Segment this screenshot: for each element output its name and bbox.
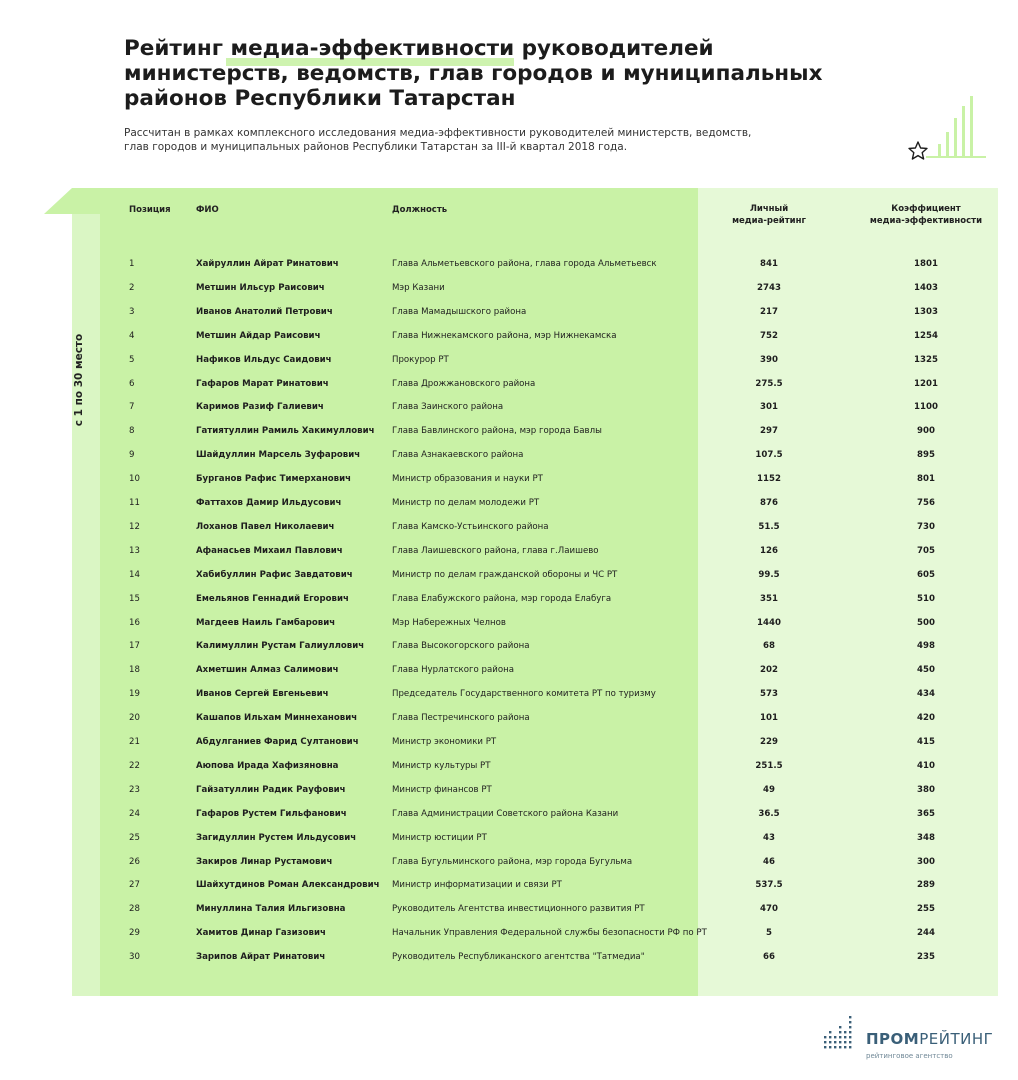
cell-name: Лоханов Павел Николаевич bbox=[196, 521, 335, 532]
table-row bbox=[0, 401, 1018, 425]
cell-rating: 43 bbox=[763, 832, 775, 843]
logo-tagline: рейтинговое агентство bbox=[866, 1052, 953, 1060]
table-row bbox=[0, 856, 1018, 880]
table-row bbox=[0, 879, 1018, 903]
cell-role: Министр юстиции РТ bbox=[392, 832, 487, 843]
cell-rating: 217 bbox=[760, 306, 778, 317]
cell-coef: 415 bbox=[917, 737, 935, 747]
cell-rating: 876 bbox=[760, 498, 778, 508]
cell-rating: 351 bbox=[760, 593, 778, 604]
logo-bars-icon bbox=[822, 1014, 858, 1050]
cell-role: Глава Пестречинского района bbox=[392, 713, 530, 724]
cell-rating: 46 bbox=[763, 856, 775, 867]
cell-role: Министр культуры РТ bbox=[392, 760, 491, 771]
cell-name: Хайруллин Айрат Ринатович bbox=[196, 259, 339, 269]
cell-position: 18 bbox=[129, 665, 140, 676]
cell-position: 20 bbox=[129, 713, 140, 724]
cell-coef: 235 bbox=[917, 952, 935, 963]
cell-position: 23 bbox=[129, 784, 140, 795]
cell-name: Иванов Сергей Евгеньевич bbox=[196, 689, 329, 700]
cell-position: 25 bbox=[129, 832, 140, 843]
logo-brand-light: РЕЙТИНГ bbox=[919, 1030, 994, 1048]
cell-rating: 1440 bbox=[757, 617, 781, 628]
cell-name: Хабибуллин Рафис Завдатович bbox=[196, 569, 353, 580]
cell-role: Министр информатизации и связи РТ bbox=[392, 880, 562, 891]
cell-rating: 107.5 bbox=[755, 450, 783, 461]
table-row bbox=[0, 927, 1018, 951]
cell-position: 15 bbox=[129, 593, 140, 604]
cell-name: Аюпова Ирада Хафизяновна bbox=[196, 760, 339, 771]
cell-rating: 99.5 bbox=[758, 569, 780, 580]
table-row bbox=[0, 593, 1018, 617]
cell-position: 1 bbox=[129, 259, 135, 269]
cell-rating: 297 bbox=[760, 426, 778, 437]
table-row bbox=[0, 330, 1018, 354]
cell-name: Афанасьев Михаил Павлович bbox=[196, 545, 343, 556]
cell-position: 2 bbox=[129, 282, 135, 293]
cell-name: Бурганов Рафис Тимерханович bbox=[196, 474, 352, 485]
table-row bbox=[0, 282, 1018, 306]
cell-position: 21 bbox=[129, 737, 140, 747]
table-row bbox=[0, 736, 1018, 760]
cell-name: Нафиков Ильдус Саидович bbox=[196, 354, 332, 365]
cell-role: Мэр Набережных Челнов bbox=[392, 617, 506, 628]
cell-name: Метшин Айдар Раисович bbox=[196, 330, 321, 341]
cell-coef: 289 bbox=[917, 880, 935, 891]
cell-name: Хамитов Динар Газизович bbox=[196, 928, 326, 939]
cell-coef: 801 bbox=[917, 474, 935, 485]
cell-coef: 300 bbox=[917, 856, 935, 867]
cell-position: 22 bbox=[129, 760, 140, 771]
cell-role: Глава Азнакаевского района bbox=[392, 450, 524, 461]
table-row bbox=[0, 545, 1018, 569]
cell-position: 29 bbox=[129, 928, 140, 939]
cell-position: 5 bbox=[129, 354, 135, 365]
table-row bbox=[0, 617, 1018, 641]
cell-name: Ахметшин Алмаз Салимович bbox=[196, 665, 339, 676]
subtitle-line: глав городов и муниципальных районов Республики Татарстан за III-й квартал 2018 года. bbox=[124, 141, 628, 153]
cell-name: Шайдуллин Марсель Зуфарович bbox=[196, 450, 361, 461]
cell-name: Каримов Разиф Галиевич bbox=[196, 402, 324, 413]
cell-rating: 49 bbox=[763, 784, 775, 795]
cell-rating: 251.5 bbox=[755, 760, 783, 771]
cell-name: Метшин Ильсур Раисович bbox=[196, 282, 325, 293]
cell-rating: 841 bbox=[760, 259, 778, 269]
table-row bbox=[0, 306, 1018, 330]
cell-position: 16 bbox=[129, 617, 140, 628]
cell-role: Мэр Казани bbox=[392, 282, 445, 293]
decor-graphic bbox=[900, 92, 990, 162]
table-row bbox=[0, 425, 1018, 449]
cell-role: Глава Камско-Устьинского района bbox=[392, 521, 549, 532]
cell-role: Глава Елабужского района, мэр города Елабуга bbox=[392, 593, 612, 604]
header-coef-line: Коэффициент bbox=[891, 204, 961, 214]
cell-coef: 450 bbox=[917, 665, 935, 676]
cell-role: Глава Высокогорского района bbox=[392, 641, 530, 652]
table-row bbox=[0, 784, 1018, 808]
cell-rating: 390 bbox=[760, 354, 778, 365]
table-row bbox=[0, 378, 1018, 402]
cell-position: 26 bbox=[129, 856, 140, 867]
cell-role: Руководитель Республиканского агентства "Татмедиа" bbox=[392, 952, 645, 963]
star-icon bbox=[909, 142, 927, 159]
cell-rating: 101 bbox=[760, 713, 778, 724]
table-row bbox=[0, 258, 1018, 282]
cell-name: Гафаров Рустем Гильфанович bbox=[196, 808, 347, 819]
cell-coef: 510 bbox=[917, 593, 935, 604]
cell-role: Глава Лаишевского района, глава г.Лаишево bbox=[392, 545, 599, 556]
cell-coef: 1254 bbox=[914, 330, 938, 341]
cell-rating: 36.5 bbox=[758, 808, 780, 819]
cell-name: Минуллина Талия Ильгизовна bbox=[196, 904, 346, 915]
cell-rating: 752 bbox=[760, 330, 778, 341]
cell-position: 6 bbox=[129, 378, 135, 389]
cell-role: Глава Дрожжановского района bbox=[392, 378, 536, 389]
cell-name: Абдулганиев Фарид Султанович bbox=[196, 737, 359, 747]
cell-name: Шайхутдинов Роман Александрович bbox=[196, 880, 380, 891]
table-row bbox=[0, 664, 1018, 688]
cell-coef: 365 bbox=[917, 808, 935, 819]
cell-coef: 705 bbox=[917, 545, 935, 556]
cell-name: Магдеев Наиль Гамбарович bbox=[196, 617, 336, 628]
table-tab bbox=[44, 188, 100, 214]
page-subtitle bbox=[124, 126, 752, 154]
cell-position: 17 bbox=[129, 641, 140, 652]
cell-coef: 380 bbox=[917, 784, 935, 795]
cell-coef: 1403 bbox=[914, 282, 938, 293]
header-rating bbox=[715, 203, 823, 227]
table-row bbox=[0, 903, 1018, 927]
cell-coef: 895 bbox=[917, 450, 935, 461]
cell-coef: 498 bbox=[917, 641, 935, 652]
cell-position: 12 bbox=[129, 521, 140, 532]
table-row bbox=[0, 712, 1018, 736]
cell-coef: 434 bbox=[917, 689, 935, 700]
header-coef bbox=[858, 203, 994, 227]
cell-coef: 348 bbox=[917, 832, 935, 843]
cell-role: Глава Бавлинского района, мэр города Бавлы bbox=[392, 426, 602, 437]
side-label: с 1 по 30 место bbox=[73, 333, 85, 427]
cell-coef: 255 bbox=[917, 904, 935, 915]
table-row bbox=[0, 521, 1018, 545]
cell-position: 13 bbox=[129, 545, 140, 556]
cell-name: Загидуллин Рустем Ильдусович bbox=[196, 832, 357, 843]
cell-position: 9 bbox=[129, 450, 135, 461]
cell-name: Кашапов Ильхам Миннеханович bbox=[196, 713, 358, 724]
cell-name: Гафаров Марат Ринатович bbox=[196, 378, 329, 389]
cell-role: Министр по делам молодежи РТ bbox=[392, 498, 540, 508]
cell-role: Глава Нурлатского района bbox=[392, 665, 514, 676]
cell-coef: 730 bbox=[917, 521, 935, 532]
title-line: Рейтинг медиа-эффективности руководителей bbox=[124, 36, 714, 61]
header-position: Позиция bbox=[129, 205, 171, 215]
cell-position: 3 bbox=[129, 306, 135, 317]
table-row bbox=[0, 640, 1018, 664]
header-rating-line: Личный bbox=[749, 204, 789, 214]
cell-role: Глава Заинского района bbox=[392, 402, 504, 413]
cell-name: Закиров Линар Рустамович bbox=[196, 856, 333, 867]
cell-position: 7 bbox=[129, 402, 135, 413]
cell-coef: 500 bbox=[917, 617, 935, 628]
cell-role: Министр экономики РТ bbox=[392, 737, 497, 747]
bar-chart-icon bbox=[926, 96, 986, 158]
cell-position: 19 bbox=[129, 689, 140, 700]
cell-position: 27 bbox=[129, 880, 140, 891]
table-row bbox=[0, 760, 1018, 784]
cell-coef: 1201 bbox=[914, 378, 938, 389]
cell-position: 4 bbox=[129, 330, 135, 341]
cell-rating: 2743 bbox=[757, 282, 781, 293]
table-row bbox=[0, 497, 1018, 521]
cell-rating: 51.5 bbox=[758, 521, 780, 532]
cell-role: Прокурор РТ bbox=[392, 354, 449, 365]
table-row bbox=[0, 832, 1018, 856]
cell-name: Фаттахов Дамир Ильдусович bbox=[196, 498, 342, 508]
cell-role: Глава Администрации Советского района Казани bbox=[392, 808, 619, 819]
cell-coef: 1303 bbox=[914, 306, 938, 317]
cell-rating: 126 bbox=[760, 545, 778, 556]
cell-role: Руководитель Агентства инвестиционного развития РТ bbox=[392, 904, 645, 915]
header-role: Должность bbox=[392, 205, 448, 215]
cell-role: Глава Мамадышского района bbox=[392, 306, 527, 317]
cell-coef: 900 bbox=[917, 426, 935, 437]
logo-brand-bold: ПРОМ bbox=[866, 1030, 920, 1048]
cell-rating: 202 bbox=[760, 665, 778, 676]
cell-name: Зарипов Айрат Ринатович bbox=[196, 952, 326, 963]
cell-coef: 1100 bbox=[914, 402, 938, 413]
cell-coef: 605 bbox=[917, 569, 935, 580]
cell-position: 24 bbox=[129, 808, 140, 819]
table-row bbox=[0, 808, 1018, 832]
cell-role: Председатель Государственного комитета РТ по туризму bbox=[392, 689, 656, 700]
page-title bbox=[124, 36, 884, 111]
cell-rating: 66 bbox=[763, 952, 775, 963]
cell-role: Министр финансов РТ bbox=[392, 784, 492, 795]
cell-coef: 244 bbox=[917, 928, 935, 939]
cell-name: Калимуллин Рустам Галиуллович bbox=[196, 641, 365, 652]
cell-role: Министр по делам гражданской обороны и ЧС РТ bbox=[392, 569, 618, 580]
table-row bbox=[0, 449, 1018, 473]
cell-coef: 756 bbox=[917, 498, 935, 508]
logo-text[interactable] bbox=[866, 1030, 993, 1048]
table-row bbox=[0, 473, 1018, 497]
table-row bbox=[0, 951, 1018, 975]
cell-name: Гатиятуллин Рамиль Хакимуллович bbox=[196, 426, 375, 437]
cell-coef: 1801 bbox=[914, 259, 938, 269]
cell-position: 10 bbox=[129, 474, 140, 485]
cell-position: 14 bbox=[129, 569, 140, 580]
cell-role: Глава Бугульминского района, мэр города Бугульма bbox=[392, 856, 633, 867]
cell-rating: 573 bbox=[760, 689, 778, 700]
cell-coef: 1325 bbox=[914, 354, 938, 365]
cell-coef: 410 bbox=[917, 760, 935, 771]
cell-rating: 68 bbox=[763, 641, 775, 652]
cell-name: Иванов Анатолий Петрович bbox=[196, 306, 333, 317]
table-row bbox=[0, 569, 1018, 593]
cell-position: 28 bbox=[129, 904, 140, 915]
cell-rating: 537.5 bbox=[755, 880, 783, 891]
cell-name: Емельянов Геннадий Егорович bbox=[196, 593, 349, 604]
title-line: министерств, ведомств, глав городов и муниципальных bbox=[124, 61, 823, 86]
cell-rating: 470 bbox=[760, 904, 778, 915]
header-name: ФИО bbox=[196, 205, 219, 215]
title-line: районов Республики Татарстан bbox=[124, 86, 516, 111]
header-coef-line: медиа-эффективности bbox=[869, 216, 983, 226]
table-row bbox=[0, 354, 1018, 378]
cell-rating: 275.5 bbox=[755, 378, 783, 389]
header-rating-line: медиа-рейтинг bbox=[732, 216, 806, 226]
cell-rating: 229 bbox=[760, 737, 778, 747]
table-row bbox=[0, 688, 1018, 712]
cell-position: 8 bbox=[129, 426, 135, 437]
cell-rating: 5 bbox=[766, 928, 772, 939]
cell-rating: 1152 bbox=[757, 474, 781, 485]
cell-position: 30 bbox=[129, 952, 140, 963]
cell-name: Гайзатуллин Радик Рауфович bbox=[196, 784, 346, 795]
subtitle-line: Рассчитан в рамках комплексного исследования медиа-эффективности руководителей министерств, ведомств, bbox=[124, 127, 752, 139]
cell-role: Начальник Управления Федеральной службы безопасности РФ по РТ bbox=[392, 928, 707, 939]
cell-coef: 420 bbox=[917, 713, 935, 724]
cell-role: Глава Альметьевского района, глава города Альметьевск bbox=[392, 259, 657, 269]
cell-rating: 301 bbox=[760, 402, 778, 413]
cell-role: Министр образования и науки РТ bbox=[392, 474, 543, 485]
cell-position: 11 bbox=[129, 498, 140, 508]
cell-role: Глава Нижнекамского района, мэр Нижнекамска bbox=[392, 330, 617, 341]
